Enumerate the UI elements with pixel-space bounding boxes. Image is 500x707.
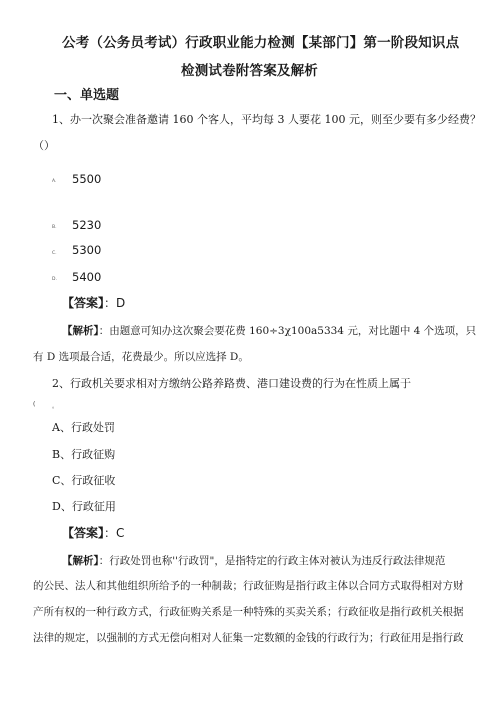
document-title-line-1: 公考（公务员考试）行政职业能力检测【某部门】第一阶段知识点 <box>62 35 460 51</box>
q1-option-a-value: 5500 <box>72 172 102 186</box>
q1-option-d-letter: D. <box>52 277 57 282</box>
answer-value: ：D <box>104 296 126 310</box>
q1-option-b-letter: B. <box>52 225 57 230</box>
q1-option-a-letter: A. <box>52 179 57 184</box>
question-2-mark-open: ( <box>33 401 36 408</box>
question-2-analysis-line-4: 法律的规定，以强制的方式无偿向相对人征集一定数额的金钱的行政行为；行政征用是指行政 <box>33 632 464 644</box>
q2-option-a: A、行政处罚 <box>52 421 115 434</box>
question-2-mark-end: 。 <box>52 403 59 410</box>
section-heading: 一、单选题 <box>54 88 120 103</box>
q2-option-b: B、行政征购 <box>52 448 116 461</box>
question-1-stem: 1、办一次聚会准备邀请 160 个客人，平均每 3 人要花 100 元，则至少要有多少经费？ <box>52 113 481 126</box>
question-1-analysis-line-2: 有 D 选项最合适，花费最少。所以应选择 D。 <box>33 351 249 363</box>
question-2-answer <box>62 522 124 541</box>
question-2-analysis-line-1 <box>62 553 445 568</box>
analysis-tag: 【解析】 <box>62 325 99 337</box>
question-2-analysis-line-2: 的公民、法人和其他组织所给予的一种制裁；行政征购是指行政主体以合同方式取得相对方财 <box>33 580 464 592</box>
answer-value: ：C <box>104 526 125 540</box>
answer-tag: 【答案】 <box>62 526 105 540</box>
analysis-text: ：由题意可知办这次聚会要花费 160÷3χ100a5334 元，对比题中 4 个选项，只 <box>98 325 477 337</box>
q2-option-c: C、行政征收 <box>52 474 116 487</box>
question-1-blank: （） <box>33 139 55 152</box>
question-1-answer <box>62 292 125 311</box>
analysis-tag: 【解析】 <box>62 555 99 567</box>
q1-option-c-value: 5300 <box>72 243 102 257</box>
question-1-analysis-line-1 <box>62 323 476 338</box>
q1-option-d-value: 5400 <box>72 270 102 284</box>
analysis-text: ：行政处罚也称''行政罚"，是指特定的行政主体对被认为违反行政法律规范 <box>98 555 446 567</box>
question-2-analysis-line-3: 产所有权的一种行政方式，行政征购关系是一种特殊的买卖关系；行政征收是指行政机关根据 <box>33 606 464 618</box>
q1-option-c-letter: C. <box>52 251 57 256</box>
q2-option-d: D、行政征用 <box>52 500 116 513</box>
question-2-stem: 2、行政机关要求相对方缴纳公路养路费、港口建设费的行为在性质上属于 <box>52 377 411 390</box>
answer-tag: 【答案】 <box>62 296 105 310</box>
document-title-line-2: 检测试卷附答案及解析 <box>181 63 318 79</box>
q1-option-b-value: 5230 <box>72 218 102 232</box>
